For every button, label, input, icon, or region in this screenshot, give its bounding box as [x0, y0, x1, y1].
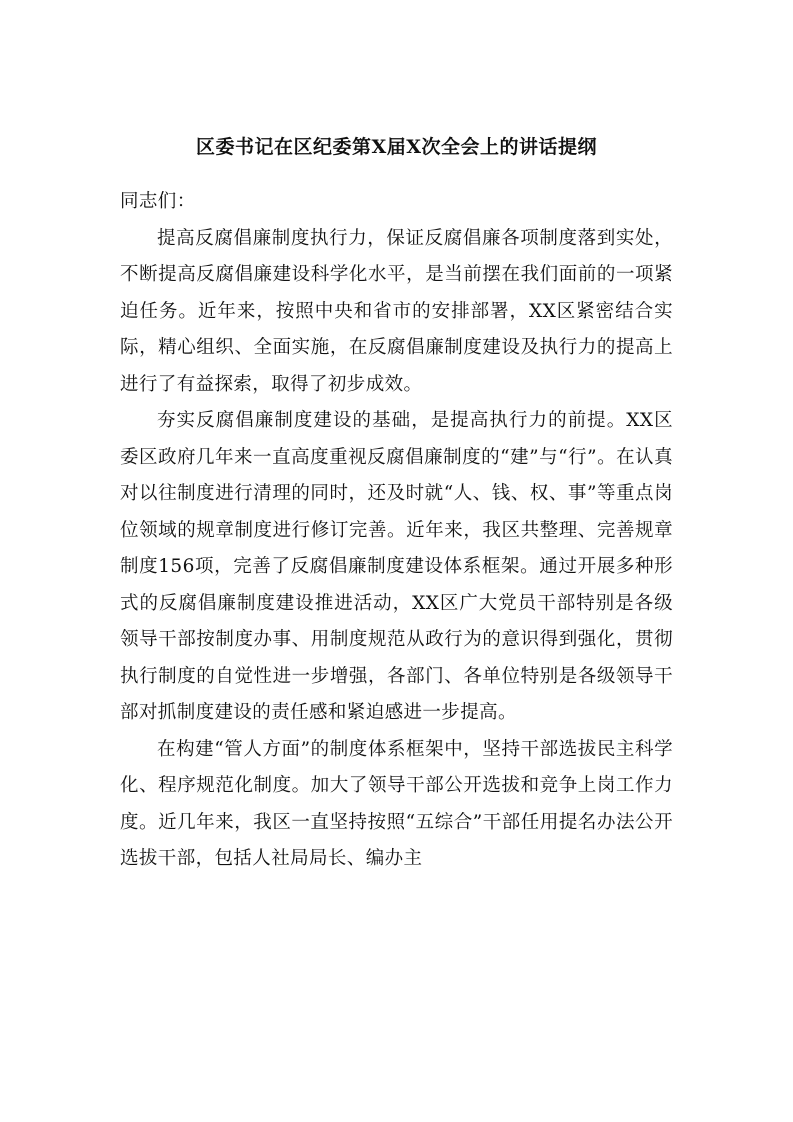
- paragraph-1: 提高反腐倡廉制度执行力，保证反腐倡廉各项制度落到实处，不断提高反腐倡廉建设科学化水平，是当前摆在我们面前的一项紧迫任务。近年来，按照中央和省市的安排部署，XX区紧密结合实际，精心组织、全面实施，在反腐倡廉制度建设及执行力的提高上进行了有益探索，取得了初步成效。: [120, 227, 673, 395]
- document-body: [120, 184, 673, 878]
- document-title: 区委书记在区纪委第X届X次全会上的讲话提纲: [196, 136, 597, 158]
- paragraph-3: 在构建“管人方面”的制度体系框架中，坚持干部选拔民主科学化、程序规范化制度。加大了领导干部公开选拔和竞争上岗工作力度。近几年来，我区一直坚持按照“五综合”干部任用提名办法公开选拔干部，包括人社局局长、编办主: [120, 738, 673, 869]
- paragraph-2: 夯实反腐倡廉制度建设的基础，是提高执行力的前提。XX区委区政府几年来一直高度重视反腐倡廉制度的“建”与“行”。在认真对以往制度进行清理的同时，还及时就“人、钱、权、事”等重点岗位领域的规章制度进行修订完善。近年来，我区共整理、完善规章制度156项，完善了反腐倡廉制度建设体系框架。通过开展多种形式的反腐倡廉制度建设推进活动，XX区广大党员干部特别是各级领导干部按制度办事、用制度规范从政行为的意识得到强化，贯彻执行制度的自觉性进一步增强，各部门、各单位特别是各级领导干部对抓制度建设的责任感和紧迫感进一步提高。: [120, 410, 673, 723]
- salutation: 同志们：: [120, 191, 196, 212]
